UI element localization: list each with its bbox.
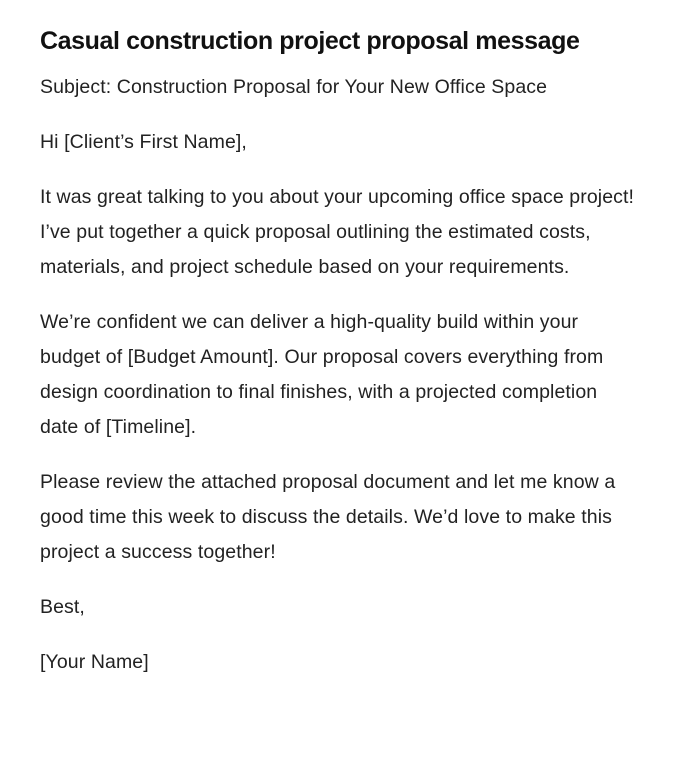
closing: Best,: [40, 596, 85, 618]
body-paragraph-1: It was great talking to you about your upcoming office space project! I’ve put together a quick proposal outlining the estimated costs, materials, and project schedule based on your requirements.: [40, 186, 635, 278]
greeting: Hi [Client’s First Name],: [40, 131, 247, 153]
signature: [Your Name]: [40, 651, 149, 673]
body-paragraph-3: Please review the attached proposal document and let me know a good time this week to discuss the details. We’d love to make this project a success together!: [40, 471, 616, 563]
page-title: Casual construction project proposal message: [40, 27, 580, 55]
body-paragraph-2: We’re confident we can deliver a high-quality build within your budget of [Budget Amount]. Our proposal covers everything from design coordination to final finishes, with a projected completion date of [Timeline].: [40, 311, 604, 438]
document-body: [40, 22, 640, 700]
subject-line: Subject: Construction Proposal for Your New Office Space: [40, 76, 548, 98]
